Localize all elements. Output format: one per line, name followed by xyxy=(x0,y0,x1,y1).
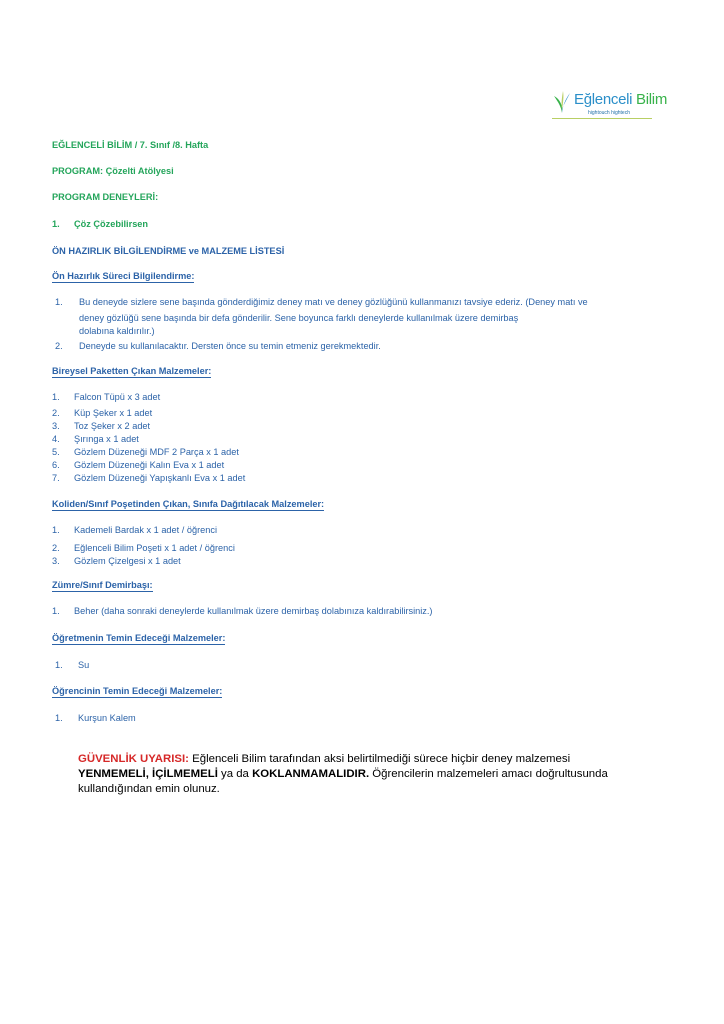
prep-info-title: Ön Hazırlık Süreci Bilgilendirme: xyxy=(52,271,195,281)
list-item: Falcon Tüpü x 3 adet xyxy=(74,392,161,402)
list-item-number: 3. xyxy=(52,421,60,431)
list-item: Gözlem Çizelgesi x 1 adet xyxy=(74,556,181,566)
warning-text: Eğlenceli Bilim tarafından aksi belirtilmediği sürece hiçbir deney malzemesi xyxy=(188,753,571,765)
list-item-number: 7. xyxy=(52,473,60,483)
list-item-number: 6. xyxy=(52,460,60,470)
prep-item-number: 1. xyxy=(55,297,63,307)
list-item: Şırınga x 1 adet xyxy=(74,434,139,444)
teacher-title: Öğretmenin Temin Edeceği Malzemeler: xyxy=(52,633,226,643)
list-item: Gözlem Düzeneği Kalın Eva x 1 adet xyxy=(74,460,225,470)
safety-warning xyxy=(78,752,638,797)
prep-item-1-line-3: dolabına kaldırılır.) xyxy=(79,326,155,336)
course-title: EĞLENCELİ BİLİM / 7. Sınıf /8. Hafta xyxy=(52,140,209,150)
list-item: Toz Şeker x 2 adet xyxy=(74,421,151,431)
prep-item-1-line-1: Bu deneyde sizlere sene başında gönderdiğimiz deney matı ve deney gözlüğünü kullanmanızı tavsiye ederiz. (Deney matı ve xyxy=(79,297,588,307)
logo-underline xyxy=(552,118,652,119)
inventory-title: Zümre/Sınıf Demirbaşı: xyxy=(52,580,153,590)
list-item-number: 1. xyxy=(52,525,60,535)
list-item-number: 4. xyxy=(52,434,60,444)
prep-title: ÖN HAZIRLIK BİLGİLENDİRME ve MALZEME LİSTESİ xyxy=(52,246,285,256)
logo-wordmark xyxy=(574,91,667,108)
leaf-icon xyxy=(552,90,572,114)
individual-title: Bireysel Paketten Çıkan Malzemeler: xyxy=(52,366,212,376)
warning-emphasis: KOKLANMAMALIDIR. xyxy=(252,768,370,780)
list-item: Kademeli Bardak x 1 adet / öğrenci xyxy=(74,525,217,535)
warning-text: Öğrencilerin malzemeleri amacı doğrultusunda kullandığından emin olunuz. xyxy=(78,768,608,795)
list-item: Su xyxy=(78,660,90,670)
experiments-title: PROGRAM DENEYLERİ: xyxy=(52,192,159,202)
brand-logo xyxy=(552,90,668,120)
experiment-number: 1. xyxy=(52,219,60,229)
list-item: Beher (daha sonraki deneylerde kullanılmak üzere demirbaş dolabınıza kaldırabilirsiniz.) xyxy=(74,606,433,616)
list-item-number: 1. xyxy=(52,392,60,402)
list-item: Gözlem Düzeneği Yapışkanlı Eva x 1 adet xyxy=(74,473,246,483)
student-title: Öğrencinin Temin Edeceği Malzemeler: xyxy=(52,686,223,696)
prep-item-1-line-2: deney gözlüğü sene başında bir defa gönderilir. Sene boyunca farklı deneylerde kullanılmak üzere demirbaş xyxy=(79,313,519,323)
prep-item-number: 2. xyxy=(55,341,63,351)
list-item: Eğlenceli Bilim Poşeti x 1 adet / öğrenci xyxy=(74,543,235,553)
prep-item-2: Deneyde su kullanılacaktır. Dersten önce su temin etmeniz gerekmektedir. xyxy=(79,341,381,351)
list-item-number: 2. xyxy=(52,408,60,418)
program-title: PROGRAM: Çözelti Atölyesi xyxy=(52,166,174,176)
list-item-number: 3. xyxy=(52,556,60,566)
list-item-number: 1. xyxy=(55,660,63,670)
list-item-number: 1. xyxy=(55,713,63,723)
list-item-number: 1. xyxy=(52,606,60,616)
warning-label: GÜVENLİK UYARISI: xyxy=(78,753,189,765)
warning-text: ya da xyxy=(217,768,253,780)
list-item: Gözlem Düzeneği MDF 2 Parça x 1 adet xyxy=(74,447,239,457)
class-bag-title: Koliden/Sınıf Poşetinden Çıkan, Sınıfa Dağıtılacak Malzemeler: xyxy=(52,499,325,509)
list-item-number: 5. xyxy=(52,447,60,457)
list-item: Kurşun Kalem xyxy=(78,713,136,723)
list-item: Küp Şeker x 1 adet xyxy=(74,408,153,418)
warning-emphasis: YENMEMELİ, İÇİLMEMELİ xyxy=(78,768,218,780)
logo-name-b: Bilim xyxy=(632,91,668,108)
list-item-number: 2. xyxy=(52,543,60,553)
experiment-name: Çöz Çözebilirsen xyxy=(74,219,149,229)
logo-tagline: hightouch hightech xyxy=(588,110,630,116)
logo-name-a: Eğlenceli xyxy=(574,91,633,108)
